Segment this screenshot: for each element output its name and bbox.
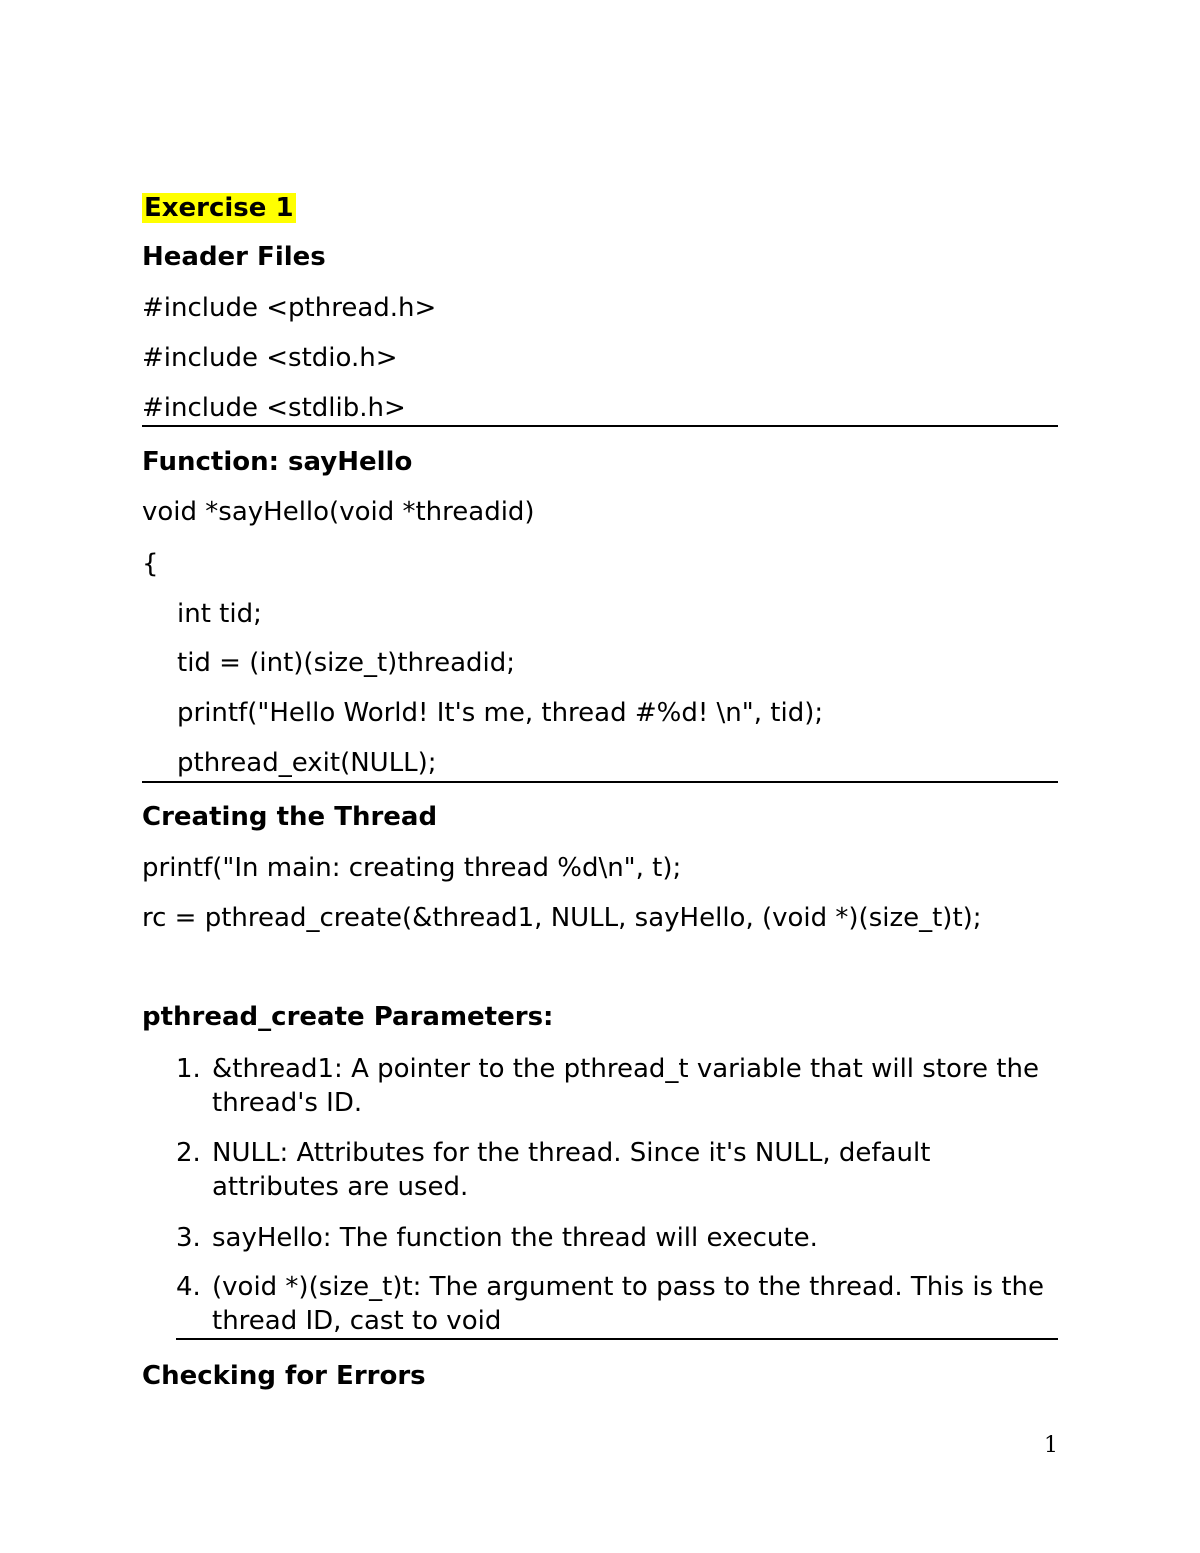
exercise-title <box>142 191 296 225</box>
code-line: tid = (int)(size_t)threadid; <box>177 648 516 678</box>
code-line: int tid; <box>177 599 262 629</box>
list-item-number: 4. <box>176 1272 201 1302</box>
list-item-number: 3. <box>176 1223 201 1253</box>
list-item-number: 1. <box>176 1054 201 1084</box>
section-divider <box>176 1338 1058 1340</box>
list-item-text: NULL: Attributes for the thread. Since it's NULL, default attributes are used. <box>212 1138 931 1202</box>
code-line: void *sayHello(void *threadid) <box>142 497 535 527</box>
page-number: 1 <box>1044 1433 1058 1458</box>
include-line: #include <stdio.h> <box>142 343 398 373</box>
section-divider <box>142 425 1058 427</box>
list-item-text: (void *)(size_t)t: The argument to pass to the thread. This is the thread ID, cast to void <box>212 1272 1045 1336</box>
include-line: #include <stdlib.h> <box>142 393 406 423</box>
errors-heading: Checking for Errors <box>142 1361 426 1391</box>
list-item-text: sayHello: The function the thread will execute. <box>212 1223 818 1253</box>
code-line: printf("In main: creating thread %d\n", t); <box>142 853 682 883</box>
list-item-text: &thread1: A pointer to the pthread_t variable that will store the thread's ID. <box>212 1054 1039 1118</box>
include-line: #include <pthread.h> <box>142 293 437 323</box>
code-line: { <box>142 549 159 579</box>
parameters-heading: pthread_create Parameters: <box>142 1002 554 1032</box>
exercise-title-highlight: Exercise 1 <box>144 193 294 223</box>
code-line: rc = pthread_create(&thread1, NULL, sayHello, (void *)(size_t)t); <box>142 903 982 933</box>
function-heading: Function: sayHello <box>142 447 413 477</box>
section-divider <box>142 781 1058 783</box>
header-files-heading: Header Files <box>142 242 326 272</box>
list-item-number: 2. <box>176 1138 201 1168</box>
code-line: pthread_exit(NULL); <box>177 748 437 778</box>
code-line: printf("Hello World! It's me, thread #%d! \n", tid); <box>177 698 824 728</box>
creating-thread-heading: Creating the Thread <box>142 802 438 832</box>
